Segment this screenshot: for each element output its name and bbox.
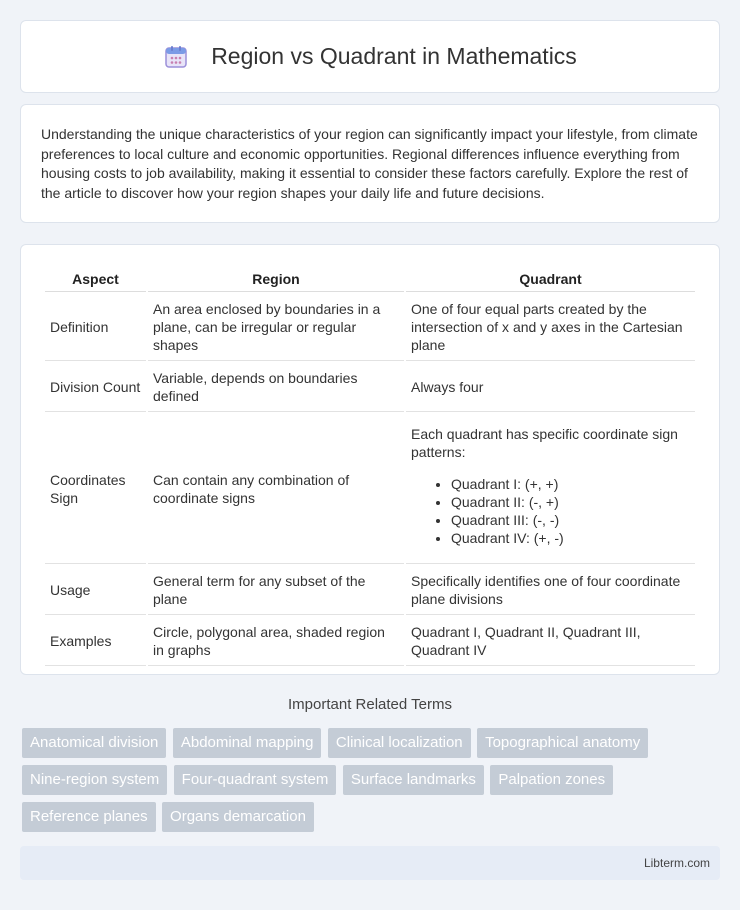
tag-four-quadrant-system[interactable]: Four-quadrant system (174, 765, 337, 795)
related-terms-title: Important Related Terms (288, 696, 452, 713)
cell-quadrant: Specifically identifies one of four coordinate plane divisions (406, 566, 695, 615)
quadrant-sign-intro: Each quadrant has specific coordinate sign patterns: (411, 425, 678, 460)
tag-topographical-anatomy[interactable]: Topographical anatomy (477, 728, 648, 758)
tag-abdominal-mapping[interactable]: Abdominal mapping (173, 728, 322, 758)
quadrant-sign-list (451, 475, 690, 547)
comparison-card (20, 244, 720, 675)
header-aspect: Aspect (45, 267, 146, 292)
tag-anatomical-division[interactable]: Anatomical division (22, 728, 166, 758)
cell-aspect: Examples (45, 617, 146, 666)
tag-palpation-zones[interactable]: Palpation zones (490, 765, 613, 795)
related-tags (22, 728, 722, 839)
cell-region: General term for any subset of the plane (148, 566, 404, 615)
table-header-row (45, 267, 695, 292)
table-row (45, 566, 695, 615)
cell-aspect: Coordinates Sign (45, 414, 146, 564)
cell-region: Can contain any combination of coordinate signs (148, 414, 404, 564)
table-row (45, 363, 695, 412)
list-item: • Quadrant II: (-, +) (451, 493, 690, 511)
header-quadrant: Quadrant (406, 267, 695, 292)
cell-region: An area enclosed by boundaries in a plane, can be irregular or regular shapes (148, 294, 404, 361)
table-row (45, 617, 695, 666)
comparison-table (43, 265, 697, 668)
tag-nine-region-system[interactable]: Nine-region system (22, 765, 167, 795)
tag-reference-planes[interactable]: Reference planes (22, 802, 156, 832)
cell-aspect: Definition (45, 294, 146, 361)
cell-region: Circle, polygonal area, shaded region in graphs (148, 617, 404, 666)
table-row (45, 294, 695, 361)
cell-aspect: Division Count (45, 363, 146, 412)
tag-surface-landmarks[interactable]: Surface landmarks (343, 765, 484, 795)
footer-site-link[interactable]: Libterm.com (643, 856, 710, 870)
tag-organs-demarcation[interactable]: Organs demarcation (162, 802, 314, 832)
cell-quadrant (406, 414, 695, 564)
intro-card (20, 104, 720, 223)
list-item: • Quadrant III: (-, -) (451, 511, 690, 529)
header-region: Region (148, 267, 404, 292)
cell-region: Variable, depends on boundaries defined (148, 363, 404, 412)
cell-quadrant: Quadrant I, Quadrant II, Quadrant III, Quadrant IV (406, 617, 695, 666)
table-row (45, 414, 695, 564)
calendar-icon (163, 44, 189, 70)
list-item: • Quadrant I: (+, +) (451, 475, 690, 493)
cell-aspect: Usage (45, 566, 146, 615)
page-title: Region vs Quadrant in Mathematics (211, 43, 577, 69)
tag-clinical-localization[interactable]: Clinical localization (328, 728, 471, 758)
cell-quadrant: One of four equal parts created by the intersection of x and y axes in the Cartesian plane (406, 294, 695, 361)
intro-text: Understanding the unique characteristics of your region can significantly impact your lifestyle, from climate preferences to local culture and economic opportunities. Regional differences influence everything from housing costs to job availability, making it essential to consider these factors carefully. Explore the rest of the article to discover how your region shapes your daily life and future decisions. (41, 126, 698, 201)
list-item: • Quadrant IV: (+, -) (451, 529, 690, 547)
cell-quadrant: Always four (406, 363, 695, 412)
header-card (20, 20, 720, 93)
footer (20, 846, 720, 880)
